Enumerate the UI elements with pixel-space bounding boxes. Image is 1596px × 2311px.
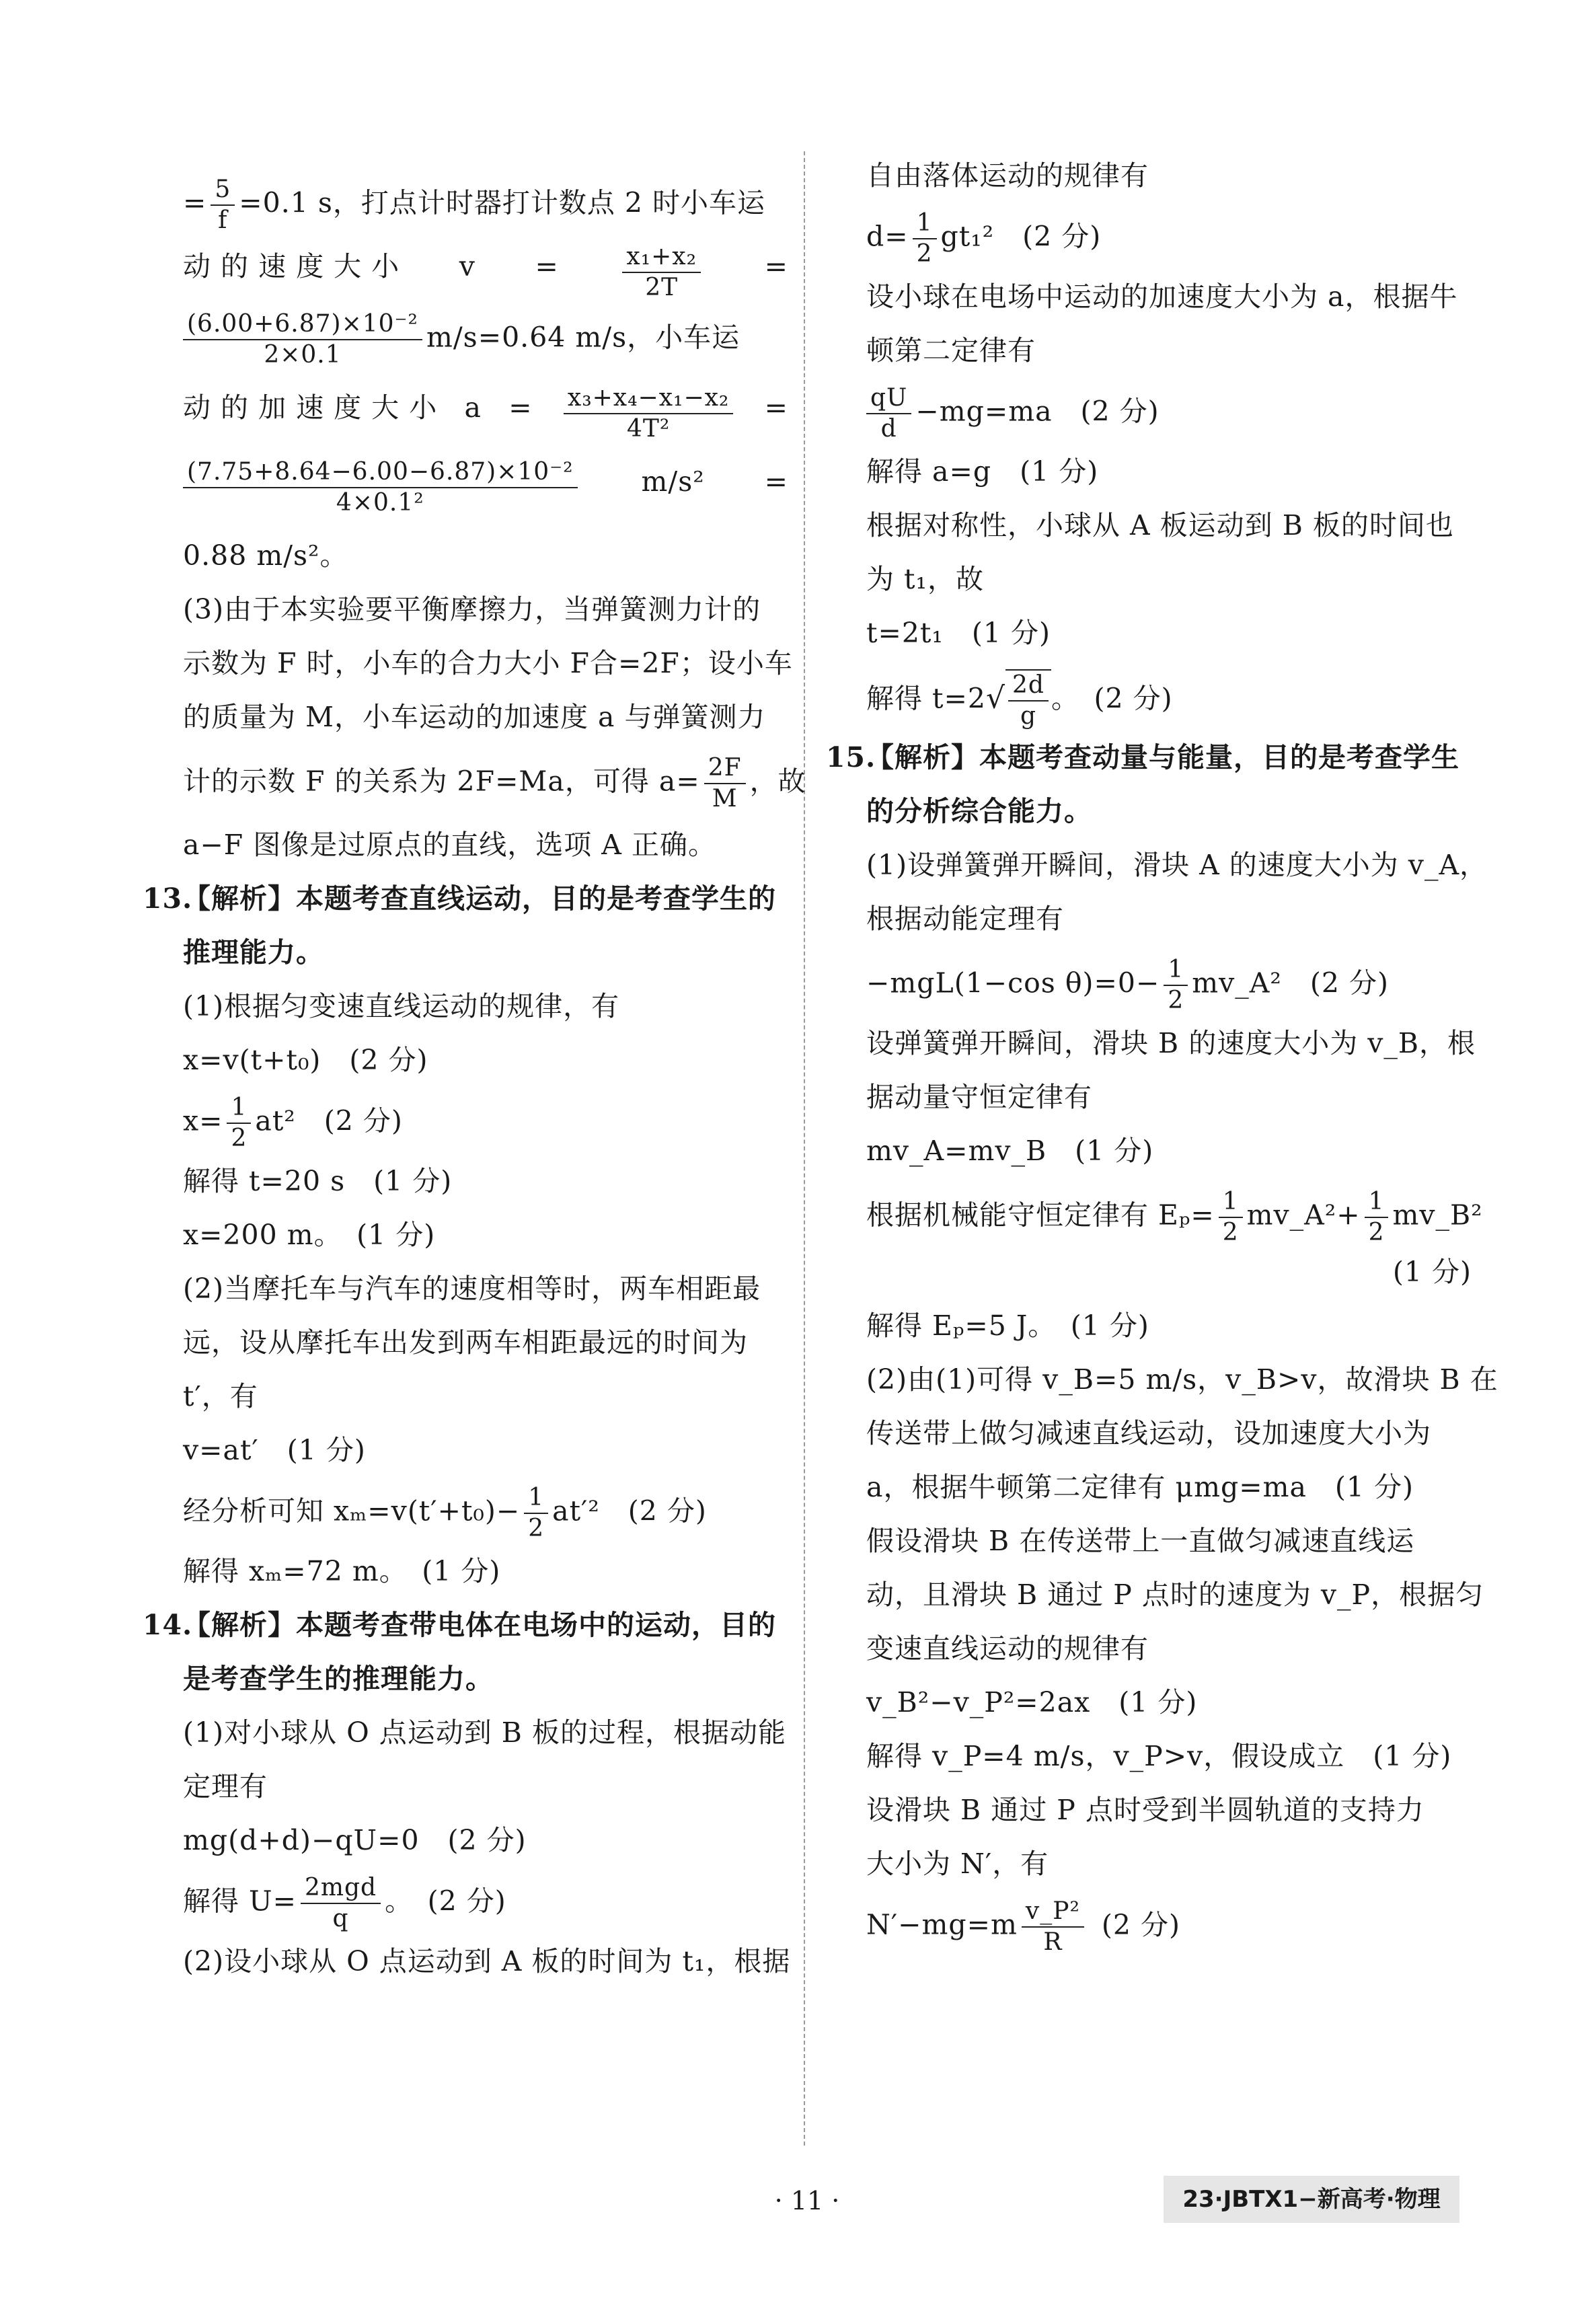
right-line: d= $\frac{1}{2}$ gt₁² (2 分)	[866, 209, 1102, 268]
right-line: 解得 t=2√ $\frac{2d}{g}$ 。 (2 分)	[866, 669, 1472, 718]
q15-line: 假设滑块 B 在传送带上一直做匀减速直线运	[866, 1525, 1415, 1557]
left-line-8: 示数为 F 时，小车的合力大小 F合=2F；设小车	[183, 647, 793, 679]
q13-line: 解得 xₘ=72 m。 (1 分)	[183, 1555, 501, 1587]
q15-line: 设弹簧弹开瞬间，滑块 B 的速度大小为 v_B，根	[866, 1027, 1476, 1059]
q13-line: 远，设从摩托车出发到两车相距最远的时间为	[183, 1326, 748, 1359]
q13-line: v=at′ (1 分)	[183, 1434, 366, 1466]
q15-line: 设滑块 B 通过 P 点时受到半圆轨道的支持力	[866, 1794, 1424, 1826]
left-line-3: $\frac{\text{(6.00+6.87)×10⁻²}}{2\times 0.1}$ m/s=0.64 m/s，小车运	[183, 309, 788, 358]
right-line: 根据对称性，小球从 A 板运动到 B 板的时间也	[866, 509, 1454, 541]
q15-heading-2: 的分析综合能力。	[866, 795, 1092, 827]
q15-line: 据动量守恒定律有	[866, 1081, 1092, 1113]
q15-line: mv_A=mv_B (1 分)	[866, 1135, 1154, 1167]
q15-line: 大小为 N′，有	[866, 1848, 1049, 1880]
footer-tag: 23·JBTX1−新高考·物理	[1164, 2176, 1459, 2223]
q15-line: 变速直线运动的规律有	[866, 1632, 1149, 1665]
q15-line: v_B²−v_P²=2ax (1 分)	[866, 1686, 1198, 1718]
q13-heading-2: 推理能力。	[183, 936, 324, 969]
left-line-10: 计的示数 F 的关系为 2F=Ma，可得 a= $\frac{2F}{M}$ ，故	[183, 754, 806, 812]
q15-line: (1)设弹簧弹开瞬间，滑块 A 的速度大小为 v_A，	[866, 849, 1488, 881]
q15-heading: 15. 【解析】本题考查动量与能量，目的是考查学生	[826, 741, 1459, 773]
left-line-4: 动 的 加 速 度 大 小 a = $\frac{\text{x₃+x₄−x₁−x₂}}{\text{4T²}}$ =	[183, 384, 788, 443]
q15-line: −mgL(1−cos θ)=0− $\frac{1}{2}$ mv_A² (2 分)	[866, 956, 1389, 1014]
right-line: 顿第二定律有	[866, 334, 1036, 367]
right-line: $\frac{qU}{d}$ −mg=ma (2 分)	[866, 383, 1472, 432]
q15-line: N′−mg=m $\frac{\text{v\_P²}}{R}$ (2 分)	[866, 1897, 1181, 1956]
q13-line: t′，有	[183, 1380, 258, 1412]
right-line: 为 t₁，故	[866, 563, 984, 595]
fraction: $\frac{5}{f}$	[211, 175, 235, 235]
q15-line: a，根据牛顿第二定律有 μmg=ma (1 分)	[866, 1471, 1414, 1503]
q13-line: x=v(t+t₀) (2 分)	[183, 1044, 428, 1076]
right-line: 解得 a=g (1 分)	[866, 455, 1099, 488]
q15-line: 解得 Eₚ=5 J。 (1 分)	[866, 1310, 1149, 1342]
q13-line: 解得 t=20 s (1 分)	[183, 1165, 453, 1197]
q13-line: x= $\frac{1}{2}$ at² (2 分)	[183, 1094, 403, 1152]
right-line: 设小球在电场中运动的加速度大小为 a，根据牛	[866, 280, 1458, 313]
q13-line: (2)当摩托车与汽车的速度相等时，两车相距最	[183, 1273, 761, 1305]
left-line-1: = $\frac{5}{f}$ =0.1 s，打点计时器打计数点 2 时小车运	[183, 176, 766, 234]
left-line-7: (3)由于本实验要平衡摩擦力，当弹簧测力计的	[183, 593, 761, 626]
left-line-2: 动 的 速 度 大 小 v = $\frac{\text{x₁+x₂}}{2T}$ =	[183, 243, 788, 301]
q14-line: (2)设小球从 O 点运动到 A 板的时间为 t₁，根据	[183, 1945, 791, 1977]
q14-heading-2: 是考查学生的推理能力。	[183, 1663, 494, 1695]
right-line: 自由落体运动的规律有	[866, 159, 1149, 192]
q15-line: 根据机械能守恒定律有 Eₚ= $\frac{1}{2}$ mv_A²+ $\frac{1}{2}$ mv_B²	[866, 1188, 1483, 1246]
left-line-5: $\frac{\text{(7.75+8.64−6.00−6.87)×10⁻²}}{\text{4×0.1²}}$ m/s² =	[183, 457, 788, 506]
page-number: · 11 ·	[774, 2186, 840, 2215]
right-line: t=2t₁ (1 分)	[866, 617, 1051, 649]
q15-line: 传送带上做匀减速直线运动，设加速度大小为	[866, 1417, 1431, 1449]
q13-line: (1)根据匀变速直线运动的规律，有	[183, 990, 620, 1022]
q13-heading: 13. 【解析】本题考查直线运动，目的是考查学生的	[143, 882, 776, 915]
q14-line: 定理有	[183, 1770, 268, 1803]
q14-line: mg(d+d)−qU=0 (2 分)	[183, 1824, 527, 1856]
q15-line: (2)由(1)可得 v_B=5 m/s，v_B>v，故滑块 B 在	[866, 1363, 1498, 1396]
left-line-9: 的质量为 M，小车运动的加速度 a 与弹簧测力	[183, 701, 766, 733]
left-line-11: a−F 图像是过原点的直线，选项 A 正确。	[183, 829, 716, 861]
column-divider	[804, 151, 805, 2146]
q15-line: 动，且滑块 B 通过 P 点时的速度为 v_P，根据匀	[866, 1579, 1484, 1611]
q13-line: 经分析可知 xₘ=v(t′+t₀)− $\frac{1}{2}$ at′² (2 分)	[183, 1484, 707, 1542]
q14-line: 解得 U= $\frac{\text{2mgd}}{q}$ 。 (2 分)	[183, 1874, 506, 1932]
q14-heading: 14. 【解析】本题考查带电体在电场中的运动，目的	[143, 1609, 776, 1641]
q13-line: x=200 m。 (1 分)	[183, 1219, 436, 1251]
q15-line: 根据动能定理有	[866, 903, 1064, 935]
q15-line: (1 分)	[1392, 1256, 1472, 1288]
q15-line: 解得 v_P=4 m/s，v_P>v，假设成立 (1 分)	[866, 1740, 1452, 1772]
left-line-6: 0.88 m/s²。	[183, 539, 348, 572]
q14-line: (1)对小球从 O 点运动到 B 板的过程，根据动能	[183, 1716, 786, 1749]
